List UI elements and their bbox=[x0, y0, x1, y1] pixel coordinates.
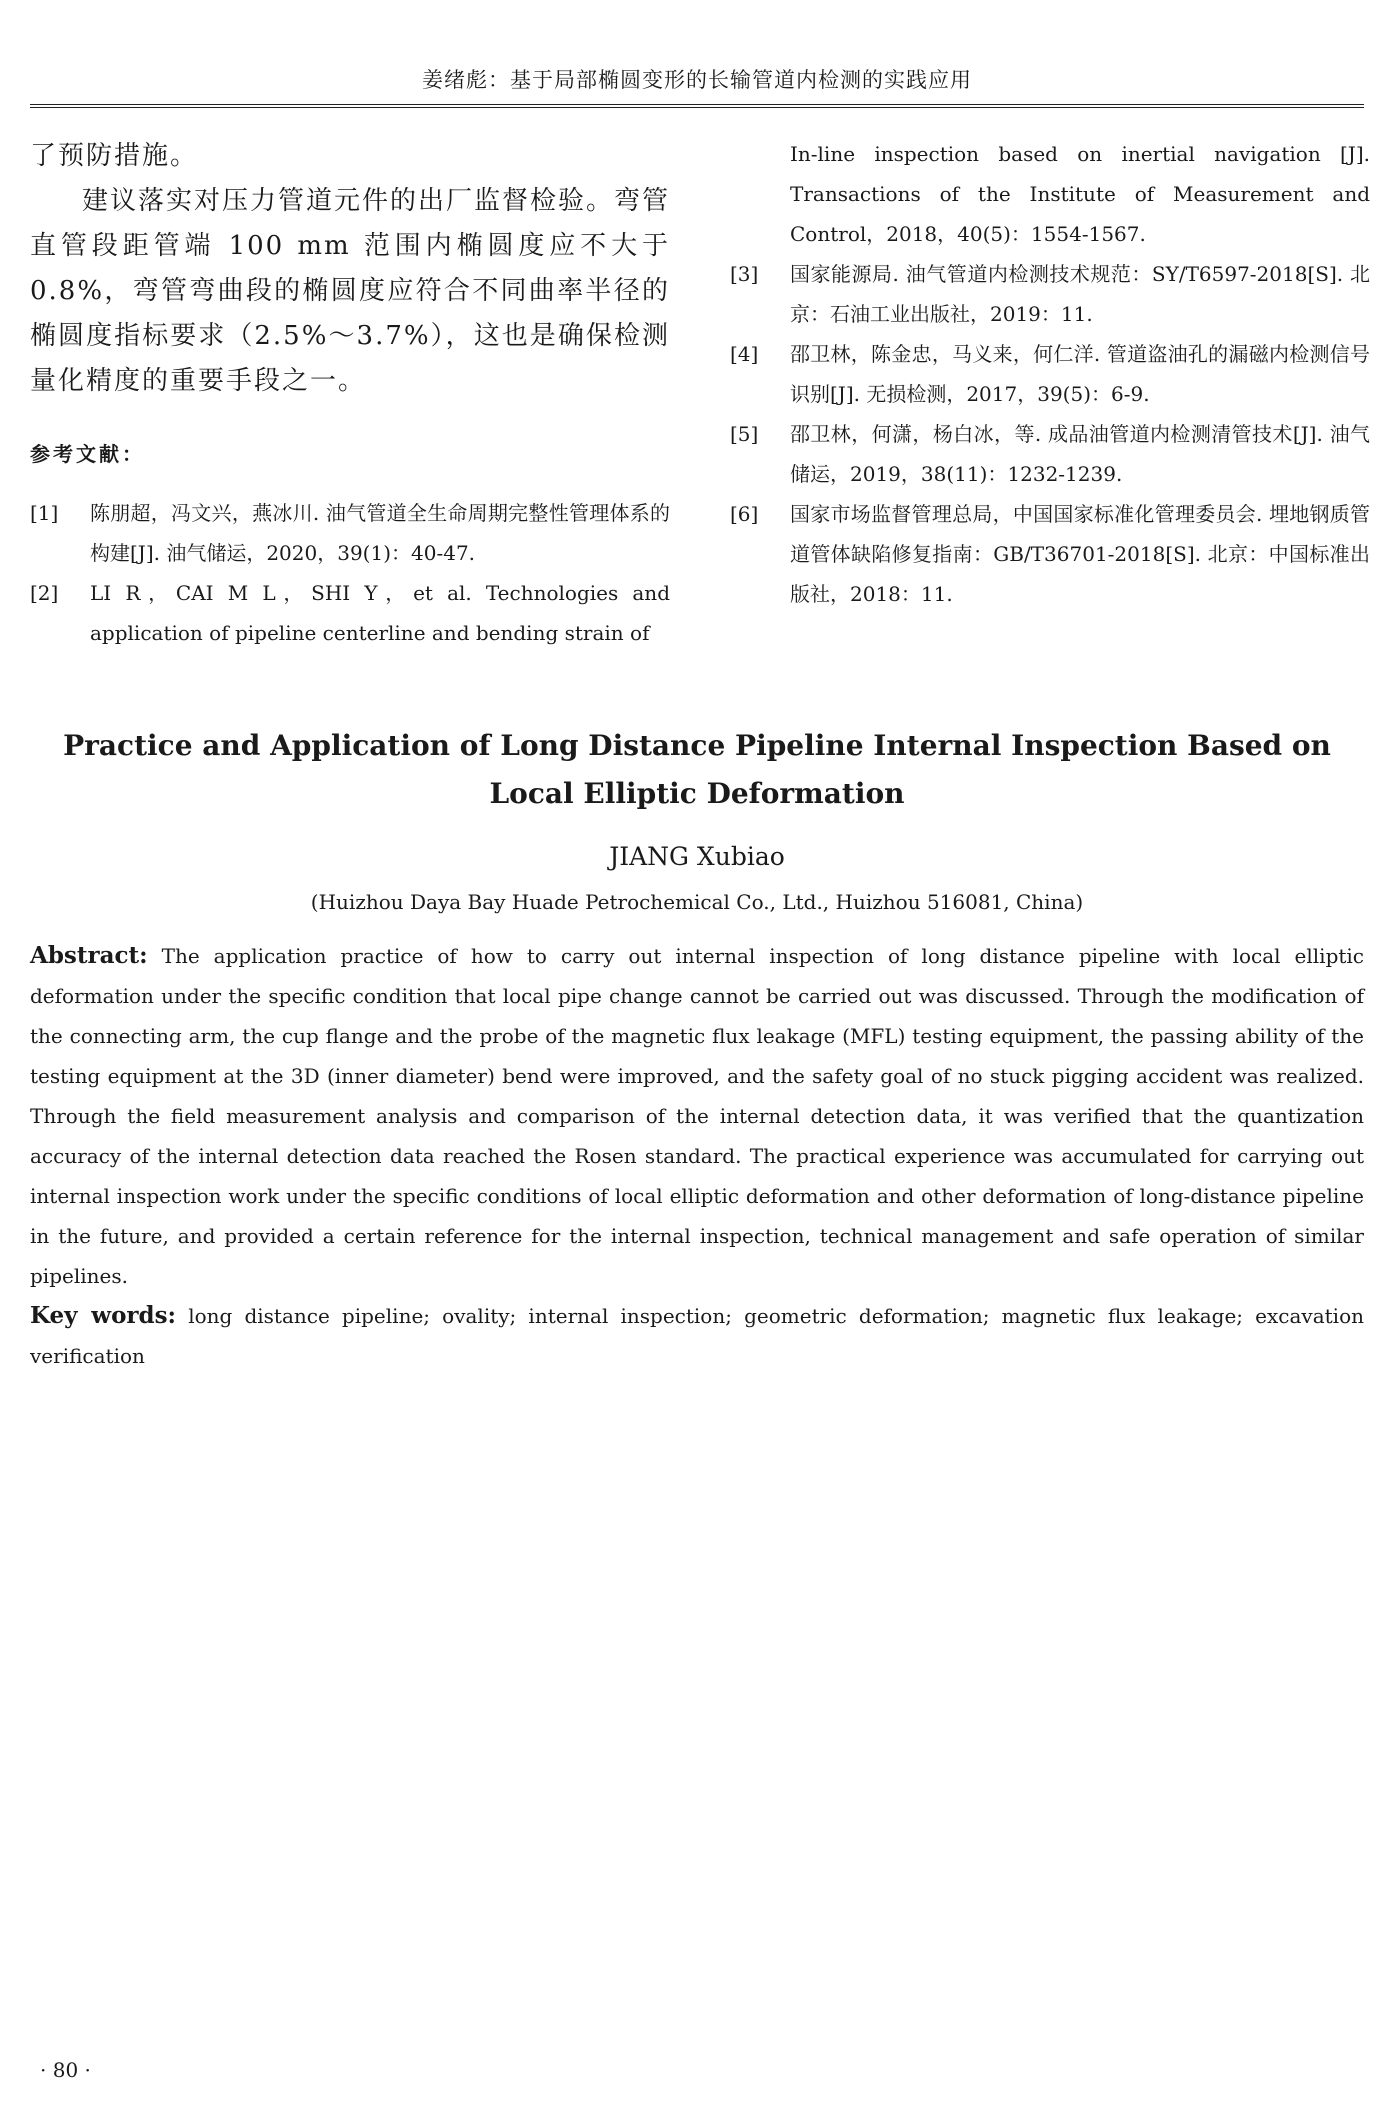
reference-continuation bbox=[730, 134, 1370, 254]
reference-number: [4] bbox=[730, 342, 759, 366]
reference-number: [5] bbox=[730, 422, 759, 446]
reference-number: [6] bbox=[730, 502, 759, 526]
body-paragraph: 建议落实对压力管道元件的出厂监督检验。弯管直管段距管端 100 mm 范围内椭圆度应不大于 0.8%，弯管弯曲段的椭圆度应符合不同曲率半径的椭圆度指标要求（2.5%～3.7%），这也是确保检测量化精度的重要手段之一。 bbox=[30, 186, 671, 396]
reference-item bbox=[30, 493, 670, 573]
reference-text: In-line inspection based on inertial navigation [J]. Transactions of the Institute of Measurement and Control，2018，40(5)：1554-1567. bbox=[790, 142, 1370, 246]
left-column bbox=[30, 134, 670, 653]
reference-text: LI R，CAI M L，SHI Y，et al. Technologies and application of pipeline centerline and bending strain of bbox=[90, 581, 670, 645]
reference-item bbox=[730, 414, 1370, 494]
reference-text: 国家市场监督管理总局，中国国家标准化管理委员会. 埋地钢质管道管体缺陷修复指南：GB/T36701-2018[S]. 北京：中国标准出版社，2018：11. bbox=[790, 502, 1370, 606]
reference-item bbox=[30, 573, 670, 653]
reference-number: [2] bbox=[30, 581, 59, 605]
reference-text: 邵卫林，何潇，杨白冰，等. 成品油管道内检测清管技术[J]. 油气储运，2019，38(11)：1232-1239. bbox=[790, 422, 1370, 486]
references-heading: 参考文献： bbox=[30, 442, 145, 466]
page-number: · 80 · bbox=[40, 2058, 91, 2082]
keywords-label: Key words: bbox=[30, 1302, 177, 1329]
reference-item bbox=[730, 334, 1370, 414]
reference-text: 国家能源局. 油气管道内检测技术规范：SY/T6597-2018[S]. 北京：石油工业出版社，2019：11. bbox=[790, 262, 1370, 326]
reference-item bbox=[730, 494, 1370, 614]
header-rule bbox=[30, 104, 1364, 108]
reference-number: [3] bbox=[730, 262, 759, 286]
body-paragraph: 了预防措施。 bbox=[30, 141, 199, 171]
reference-text: 陈朋超，冯文兴，燕冰川. 油气管道全生命周期完整性管理体系的构建[J]. 油气储运，2020，39(1)：40-47. bbox=[90, 501, 670, 565]
abstract-label: Abstract: bbox=[30, 942, 148, 969]
abstract-text: The application practice of how to carry out internal inspection of long distance pipeline with local elliptic deformation under the specific condition that local pipe change cannot be carried out was discussed. Through the modification of the connecting arm, the cup flange and the probe of the magnetic flux leakage (MFL) testing equipment, the passing ability of the testing equipment at the 3D (inner diameter) bend were improved, and the safety goal of no stuck pigging accident was realized. Through the field measurement analysis and comparison of the internal detection data, it was verified that the quantization accuracy of the internal detection data reached the Rosen standard. The practical experience was accumulated for carrying out internal inspection work under the specific conditions of local elliptic deformation and other deformation of long-distance pipeline in the future, and provided a certain reference for the internal inspection, technical management and safe operation of similar pipelines. bbox=[30, 944, 1364, 1288]
keywords-text: long distance pipeline; ovality; internal inspection; geometric deformation; magnetic flux leakage; excavation verification bbox=[30, 1304, 1365, 1368]
reference-text: 邵卫林，陈金忠，马义来，何仁洋. 管道盗油孔的漏磁内检测信号识别[J]. 无损检测，2017，39(5)：6-9. bbox=[790, 342, 1370, 406]
reference-number bbox=[730, 134, 790, 254]
english-author: JIANG Xubiao bbox=[609, 842, 785, 871]
english-keywords bbox=[30, 1296, 1364, 1376]
english-affiliation: (Huizhou Daya Bay Huade Petrochemical Co., Ltd., Huizhou 516081, China) bbox=[310, 890, 1084, 914]
reference-number: [1] bbox=[30, 501, 59, 525]
english-title: Practice and Application of Long Distance Pipeline Internal Inspection Based on Local Elliptic Deformation bbox=[63, 729, 1331, 810]
right-column bbox=[730, 134, 1370, 614]
running-header: 姜绪彪：基于局部椭圆变形的长输管道内检测的实践应用 bbox=[422, 68, 972, 92]
english-abstract bbox=[30, 936, 1364, 1296]
reference-item bbox=[730, 254, 1370, 334]
